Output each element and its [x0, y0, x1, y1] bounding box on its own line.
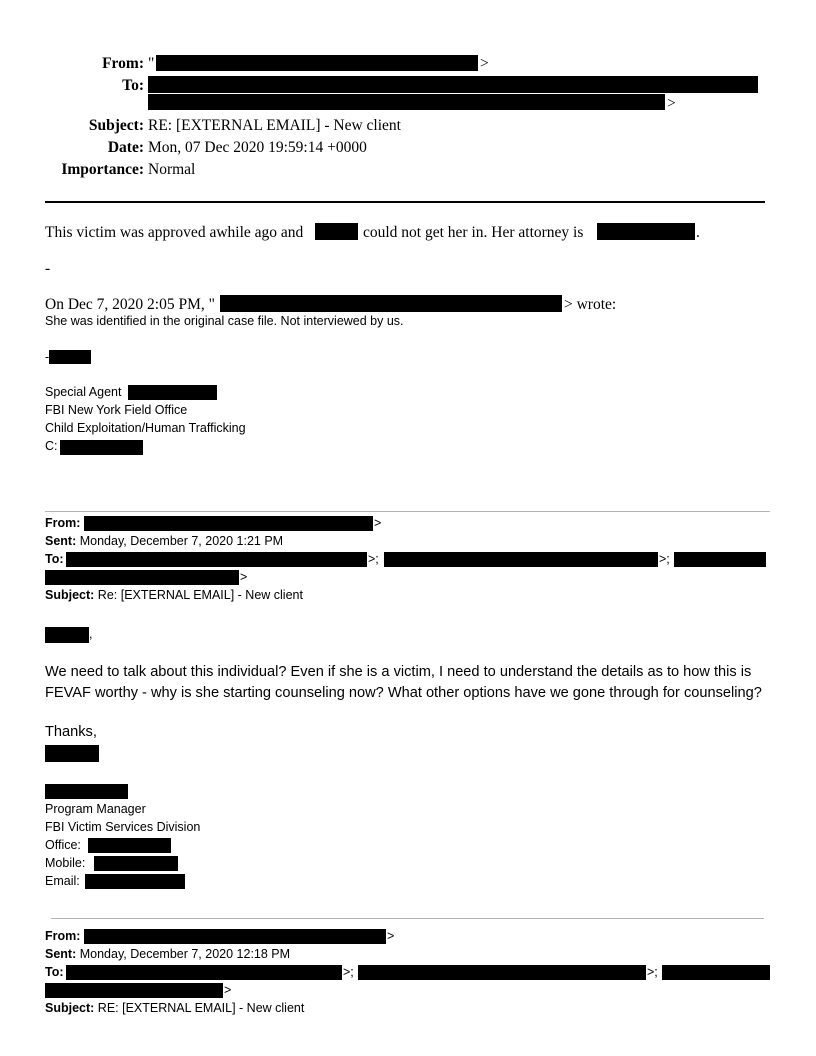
reply-text-3: . [696, 224, 700, 241]
sent-label: Sent: [45, 534, 77, 548]
redaction [66, 965, 342, 980]
sig-office: FBI New York Field Office [45, 403, 188, 417]
separator: >; [368, 552, 379, 566]
quote-intro: On Dec 7, 2020 2:05 PM, " [45, 296, 215, 313]
subject-label: Subject: [88, 117, 144, 134]
from-bracket: > [480, 55, 489, 72]
subject-label: Subject: [45, 1001, 95, 1015]
redaction [45, 627, 89, 643]
redaction [358, 965, 646, 980]
subject-value: Re: [EXTERNAL EMAIL] - New client [97, 588, 303, 602]
redaction [85, 874, 185, 889]
redaction [148, 76, 758, 93]
redaction [156, 55, 478, 71]
subject-value: RE: [EXTERNAL EMAIL] - New client [148, 117, 401, 134]
redaction [66, 552, 367, 567]
bracket: > [240, 570, 248, 584]
sig-title: Special Agent [45, 385, 122, 399]
from-label: From: [45, 516, 81, 530]
subject-row [45, 589, 303, 602]
separator: >; [647, 965, 658, 979]
reply-text-2: could not get her in. Her attorney is [363, 224, 584, 241]
redaction [597, 223, 695, 240]
from-row [45, 930, 80, 943]
body-line: FEVAF worthy - why is she starting counseling now? What other options have we gone through for counseling? [45, 685, 762, 701]
sig-unit: Child Exploitation/Human Trafficking [45, 421, 246, 435]
salutation-comma: , [89, 627, 93, 641]
from-label: From: [102, 55, 144, 72]
subject-label: Subject: [45, 588, 95, 602]
sent-row [45, 948, 290, 961]
from-label: From: [45, 929, 81, 943]
sent-label: Sent: [45, 947, 77, 961]
redaction [220, 295, 562, 312]
reply-text-1: This victim was approved awhile ago and [45, 224, 304, 241]
redaction [45, 784, 128, 799]
redaction [662, 965, 770, 980]
sig-division: FBI Victim Services Division [45, 820, 201, 834]
to-row [45, 966, 64, 979]
redaction [674, 552, 766, 567]
sent-row [45, 535, 283, 548]
redaction [45, 745, 99, 762]
thanks: Thanks, [45, 724, 97, 740]
date-value: Mon, 07 Dec 2020 19:59:14 +0000 [148, 139, 367, 156]
header-divider [45, 201, 765, 203]
bracket: > [387, 929, 395, 943]
quote-body: She was identified in the original case file. Not interviewed by us. [45, 314, 404, 328]
sent-value: Monday, December 7, 2020 12:18 PM [79, 947, 291, 961]
sig-dash: - [45, 350, 50, 364]
subject-value: RE: [EXTERNAL EMAIL] - New client [97, 1001, 305, 1015]
redaction [84, 929, 386, 944]
redaction [45, 570, 239, 585]
redaction [384, 552, 658, 567]
redaction [45, 983, 223, 998]
from-quote: " [148, 55, 155, 72]
sig-title: Program Manager [45, 802, 146, 816]
redaction [88, 838, 171, 853]
from-row [45, 517, 80, 530]
to-bracket: > [667, 95, 676, 112]
redaction [84, 516, 373, 531]
separator: >; [659, 552, 670, 566]
redaction [148, 94, 665, 110]
redaction [49, 350, 91, 364]
importance-label: Importance: [61, 161, 144, 178]
to-row [45, 553, 64, 566]
bracket: > [224, 983, 232, 997]
sent-value: Monday, December 7, 2020 1:21 PM [79, 534, 284, 548]
separator: >; [343, 965, 354, 979]
bracket: > [374, 516, 382, 530]
redaction [60, 440, 143, 455]
importance-value: Normal [148, 161, 196, 178]
body-line: We need to talk about this individual? Even if she is a victim, I need to understand the details as to how this is [45, 664, 752, 680]
mobile-label: Mobile: [45, 856, 86, 870]
quote-intro-end: > wrote: [564, 296, 617, 313]
to-label: To: [45, 965, 64, 979]
to-label: To: [45, 552, 64, 566]
subject-row [45, 1002, 304, 1015]
redaction [128, 385, 217, 400]
redaction [94, 856, 178, 871]
sig-phone-label: C: [45, 439, 58, 453]
email-label: Email: [45, 874, 80, 888]
reply-dash: - [45, 260, 51, 277]
to-label: To: [122, 77, 144, 94]
office-label: Office: [45, 838, 81, 852]
message-divider [45, 511, 770, 512]
message-divider [51, 918, 764, 919]
redaction [315, 223, 358, 240]
date-label: Date: [107, 139, 144, 156]
